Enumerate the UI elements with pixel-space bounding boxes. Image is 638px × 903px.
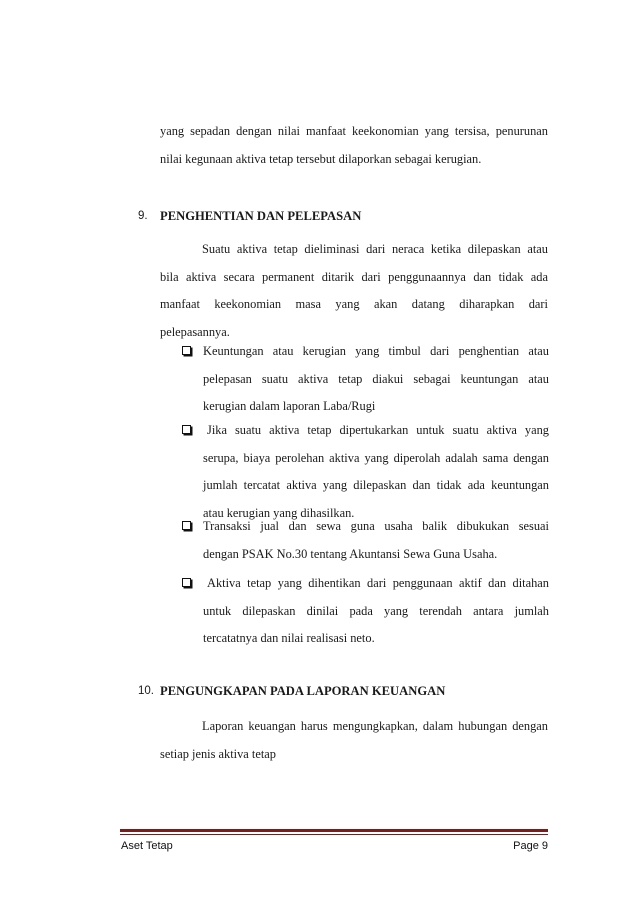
footer-rule-thin: [120, 834, 548, 835]
footer-rule-thick: [120, 829, 548, 832]
section-10-heading: [138, 681, 578, 701]
intro-line-1: yang sepadan dengan nilai manfaat keekonomian yang tersisa, penurunan: [160, 124, 548, 138]
bullet-2-line-3: jumlah tercatat aktiva yang dilepaskan dan tidak ada keuntungan: [203, 478, 549, 493]
checkbox-bullet-icon: [182, 425, 191, 434]
section-9-heading: [138, 206, 578, 226]
bullet-item-3: [182, 513, 550, 569]
section-9-number: 9.: [138, 210, 148, 222]
bullet-4-line-3: tercatatnya dan nilai realisasi neto.: [203, 631, 375, 646]
section-9-paragraph: [160, 236, 548, 346]
section-10-para-line-2: setiap jenis aktiva tetap: [160, 746, 276, 761]
checkbox-bullet-icon: [182, 346, 191, 355]
bullet-item-1: [182, 338, 550, 422]
bullet-3-line-1: Transaksi jual dan sewa guna usaha balik dibukukan sesuai: [203, 519, 549, 533]
bullet-1-line-2: pelepasan suatu aktiva tetap diakui sebagai keuntungan atau: [203, 371, 549, 386]
bullet-3-line-2: dengan PSAK No.30 tentang Akuntansi Sewa Guna Usaha.: [203, 546, 498, 561]
intro-line-2: nilai kegunaan aktiva tetap tersebut dilaporkan sebagai kerugian.: [160, 151, 482, 166]
section-9-para-line-2: bila aktiva secara permanent ditarik dari penggunaannya dan tidak ada: [160, 269, 548, 284]
section-9-para-line-1: Suatu aktiva tetap dieliminasi dari neraca ketika dilepaskan atau: [202, 242, 548, 256]
bullet-2-line-4: atau kerugian yang dihasilkan.: [203, 505, 355, 520]
bullet-item-2-text: [203, 417, 549, 527]
footer-page-number: Page 9: [513, 840, 548, 852]
bullet-2-line-2: serupa, biaya perolehan aktiva yang diperolah adalah sama dengan: [203, 450, 549, 465]
bullet-item-3-text: [203, 513, 549, 568]
bullet-1-line-3: kerugian dalam laporan Laba/Rugi: [203, 399, 376, 414]
bullet-2-line-1: Jika suatu aktiva tetap dipertukarkan untuk suatu aktiva yang: [207, 423, 549, 437]
bullet-4-line-2: untuk dilepaskan dinilai pada yang terendah antara jumlah: [203, 603, 549, 618]
section-9-para-line-3: manfaat keekonomian masa yang akan datang diharapkan dari: [160, 297, 548, 312]
bullet-4-line-1: Aktiva tetap yang dihentikan dari penggunaan aktif dan ditahan: [207, 576, 549, 590]
section-10-paragraph: [160, 713, 548, 768]
bullet-item-4-text: [203, 570, 549, 653]
checkbox-bullet-icon: [182, 521, 191, 530]
bullet-item-1-text: [203, 338, 549, 421]
intro-paragraph: [160, 118, 548, 173]
section-9-title: PENGHENTIAN DAN PELEPASAN: [160, 209, 362, 223]
bullet-item-4: [182, 570, 550, 654]
section-9-para-line-4: pelepasannya.: [160, 324, 230, 339]
section-10-number: 10.: [138, 685, 154, 697]
footer-document-title: Aset Tetap: [121, 840, 173, 852]
section-10-title: PENGUNGKAPAN PADA LAPORAN KEUANGAN: [160, 684, 446, 698]
section-10-para-line-1: Laporan keuangan harus mengungkapkan, dalam hubungan dengan: [202, 719, 548, 733]
checkbox-bullet-icon: [182, 578, 191, 587]
bullet-1-line-1: Keuntungan atau kerugian yang timbul dari penghentian atau: [203, 344, 549, 358]
